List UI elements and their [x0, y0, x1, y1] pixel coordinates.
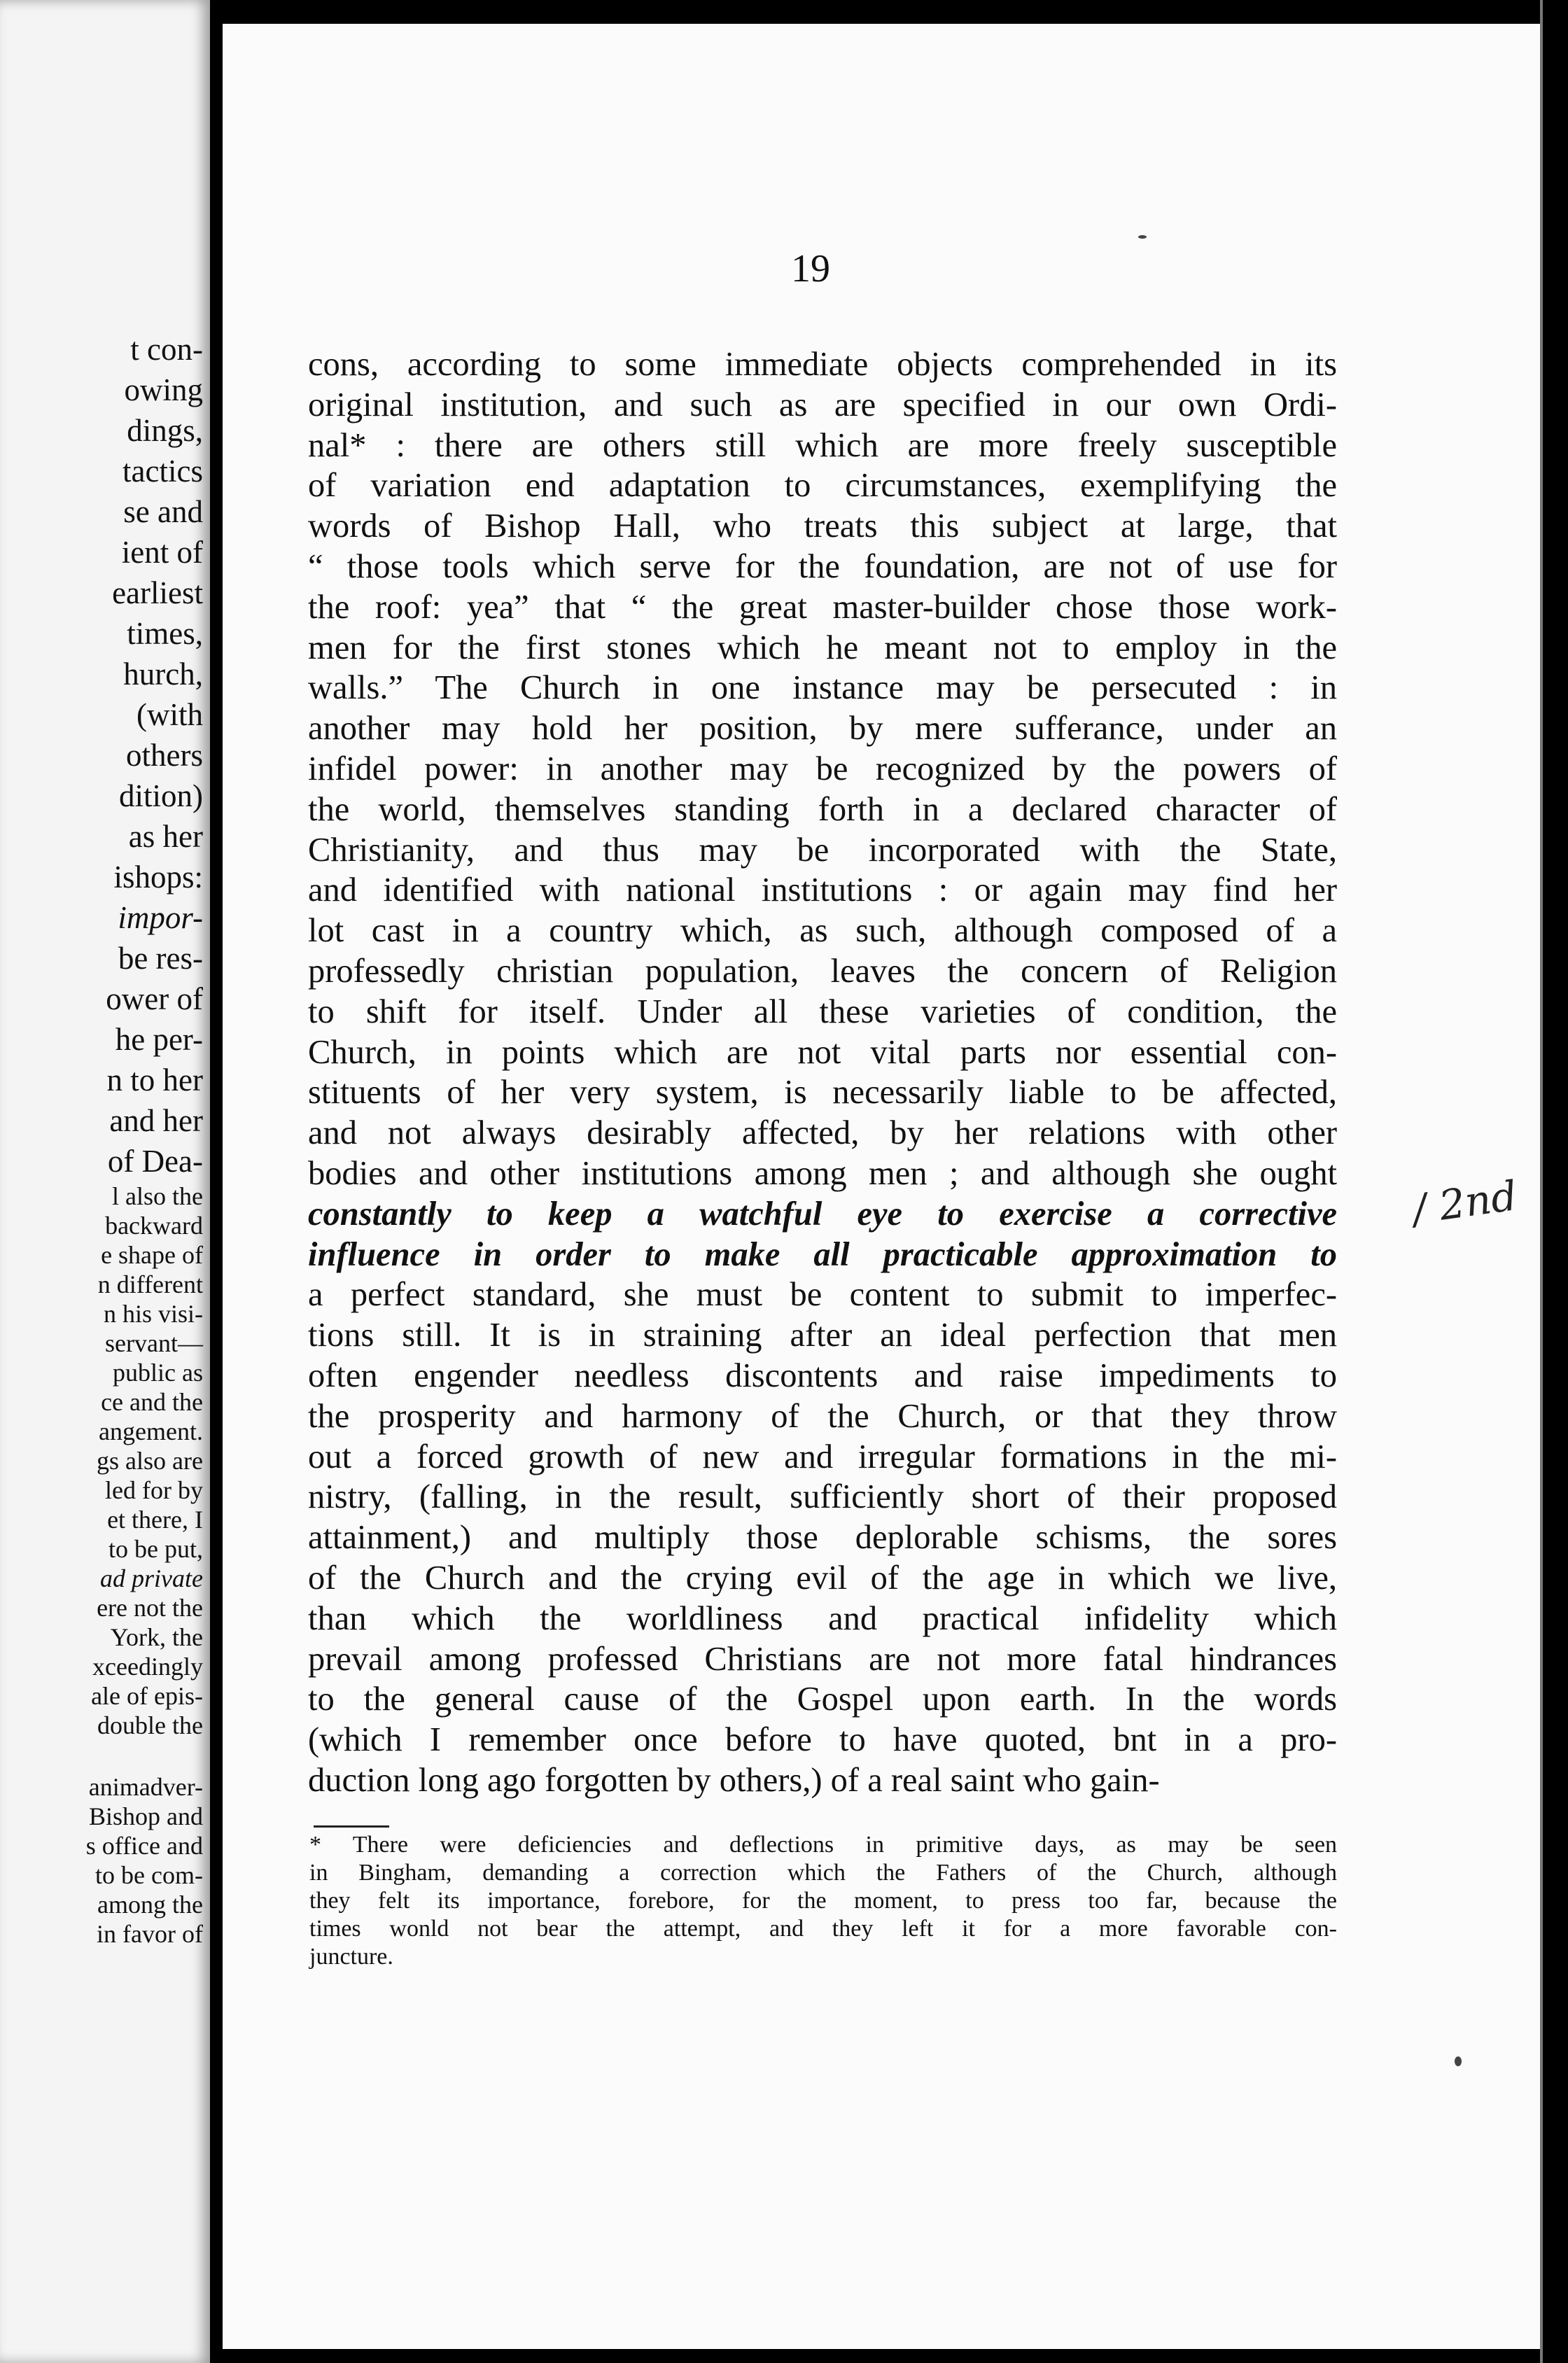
body-line: attainment,) and multiply those deplorable schisms, the sores: [308, 1519, 1337, 1557]
body-line: to the general cause of the Gospel upon earth. In the words: [308, 1681, 1337, 1718]
left-line: se and: [123, 494, 203, 529]
body-line: walls.” The Church in one instance may be persecuted : in: [308, 669, 1337, 707]
body-line: men for the first stones which he meant not to employ in the: [308, 629, 1337, 666]
left-small-line: York, the: [110, 1623, 203, 1651]
body-line: often engender needless discontents and raise impediments to: [308, 1356, 1337, 1394]
footnote-line: in Bingham, demanding a correction which the Fathers of the Church, although: [309, 1860, 1337, 1886]
body-line: prevail among professed Christians are not more fatal hindrances: [308, 1640, 1337, 1678]
body-line: lot cast in a country which, as such, although composed of a: [308, 912, 1337, 950]
body-line: nistry, (falling, in the result, sufficiently short of their proposed: [308, 1478, 1337, 1516]
margin-speck: [1455, 2056, 1462, 2066]
left-small-line: ale of epis-: [91, 1682, 203, 1710]
body-line: cons, according to some immediate objects comprehended in its: [308, 346, 1337, 383]
body-line: out a forced growth of new and irregular formations in the mi-: [308, 1438, 1337, 1475]
left-line: as her: [128, 819, 203, 854]
left-small-line: in favor of: [97, 1920, 203, 1948]
body-line: than which the worldliness and practical infidelity which: [308, 1599, 1337, 1637]
left-line: ower of: [106, 981, 203, 1016]
body-line: the world, themselves standing forth in a declared character of: [308, 790, 1337, 828]
right-page-edge: [1540, 0, 1568, 2363]
body-line: duction long ago forgotten by others,) of a real saint who gain-: [308, 1761, 1160, 1799]
body-line: original institution, and such as are specified in our own Ordi-: [308, 386, 1337, 423]
body-line: of variation end adaptation to circumstances, exemplifying the: [308, 467, 1337, 505]
book-gutter: [210, 0, 223, 2363]
body-line: professedly christian population, leaves the concern of Religion: [308, 952, 1337, 990]
body-line: Church, in points which are not vital parts nor essential con-: [308, 1033, 1337, 1071]
left-small-line: among the: [97, 1891, 203, 1919]
body-line-italic: influence in order to make all practicable approximation to: [308, 1235, 1337, 1273]
left-small-line: to be put,: [108, 1535, 203, 1563]
body-line: infidel power: in another may be recognized by the powers of: [308, 750, 1337, 787]
body-line: words of Bishop Hall, who treats this subject at large, that: [308, 507, 1337, 545]
left-line: dings,: [127, 413, 203, 448]
left-line: dition): [119, 778, 203, 813]
left-small-line: double the: [97, 1711, 203, 1739]
body-line: of the Church and the crying evil of the age in which we live,: [308, 1559, 1337, 1597]
left-small-line: led for by: [105, 1476, 203, 1504]
left-line: and her: [109, 1103, 203, 1138]
left-small-line: angement.: [99, 1417, 203, 1445]
body-line: another may hold her position, by mere sufferance, under an: [308, 710, 1337, 748]
left-line: be res-: [118, 941, 203, 976]
body-line: a perfect standard, she must be content to submit to imperfec-: [308, 1276, 1337, 1314]
left-line: tactics: [122, 454, 203, 489]
footnote-line: times wonld not bear the attempt, and they left it for a more favorable con-: [309, 1916, 1337, 1942]
left-small-line: Bishop and: [88, 1802, 203, 1830]
body-line: Christianity, and thus may be incorporated with the State,: [308, 831, 1337, 869]
left-small-line: n his visi-: [103, 1300, 203, 1328]
body-line: (which I remember once before to have quoted, bnt in a pro-: [308, 1721, 1337, 1759]
body-line: nal* : there are others still which are more freely susceptible: [308, 426, 1337, 464]
footnote: [309, 1831, 1337, 1971]
left-line: of Dea-: [107, 1144, 203, 1179]
left-small-line: e shape of: [101, 1241, 203, 1269]
footnote-line: they felt its importance, forebore, for the moment, to press too far, because the: [309, 1888, 1337, 1914]
body-line: and not always desirably affected, by her relations with other: [308, 1114, 1337, 1152]
left-line: ient of: [121, 535, 203, 570]
left-small-line: l also the: [112, 1182, 203, 1210]
left-line: impor-: [118, 900, 203, 935]
left-line: (with: [136, 697, 203, 732]
left-small-line: servant—: [105, 1329, 203, 1357]
left-line: owing: [124, 372, 203, 407]
margin-speck: [1138, 235, 1147, 239]
body-line: the roof: yea” that “ the great master-builder chose those work-: [308, 588, 1337, 626]
left-small-line: gs also are: [97, 1447, 203, 1475]
left-small-line: ce and the: [101, 1388, 203, 1416]
left-line: t con-: [130, 332, 203, 367]
left-small-line: public as: [113, 1359, 203, 1387]
left-small-line: s office and: [85, 1832, 203, 1860]
body-line: tions still. It is in straining after an ideal perfection that men: [308, 1317, 1337, 1354]
left-small-line: ad private: [100, 1564, 203, 1592]
left-line: hurch,: [123, 657, 203, 692]
body-text: [308, 344, 1337, 1801]
footnote-rule: [314, 1825, 389, 1828]
body-line: “ those tools which serve for the foundation, are not of use for: [308, 547, 1337, 585]
body-line: stituents of her very system, is necessarily liable to be affected,: [308, 1074, 1337, 1112]
edge-line: [1540, 0, 1543, 2363]
left-page-text-column: [86, 329, 203, 1949]
handwritten-margin-note: / 2nd: [1409, 1171, 1520, 1234]
left-small-line: xceedingly: [92, 1653, 203, 1681]
page-number: 19: [791, 247, 830, 290]
left-line: ishops:: [113, 860, 203, 895]
left-line: times,: [127, 616, 203, 651]
left-small-line: n different: [97, 1270, 203, 1298]
body-line: and identified with national institutions : or again may find her: [308, 871, 1337, 909]
footnote-line: * There were deficiencies and deflections in primitive days, as may be seen: [309, 1832, 1337, 1858]
body-line: the prosperity and harmony of the Church, or that they throw: [308, 1397, 1337, 1435]
left-line: earliest: [112, 575, 203, 610]
footnote-line: juncture.: [309, 1944, 393, 1970]
left-small-line: animadver-: [88, 1773, 203, 1801]
body-line: bodies and other institutions among men ; and although she ought: [308, 1154, 1337, 1192]
left-line: others: [126, 738, 203, 773]
left-small-line: backward: [105, 1212, 203, 1240]
left-small-line: et there, I: [107, 1506, 203, 1534]
left-small-line: to be com-: [95, 1861, 203, 1889]
left-line: n to her: [106, 1063, 203, 1098]
left-line: he per-: [115, 1022, 203, 1057]
body-line: to shift for itself. Under all these varieties of condition, the: [308, 993, 1337, 1030]
body-line-italic: constantly to keep a watchful eye to exercise a corrective: [308, 1195, 1337, 1233]
left-small-line: ere not the: [97, 1594, 203, 1622]
left-paragraph-gap: [86, 1740, 203, 1772]
left-facing-page: [0, 0, 210, 2363]
